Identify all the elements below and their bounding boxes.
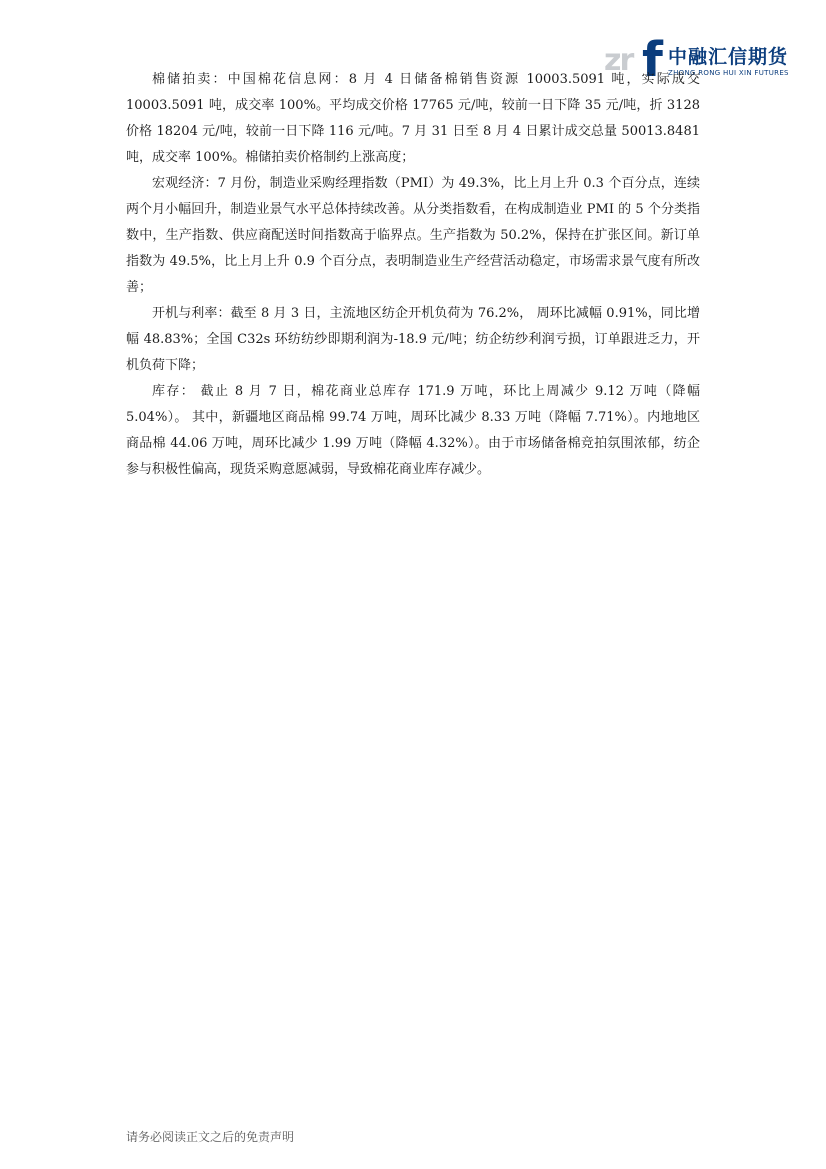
logo-company-name-en: ZHONG RONG HUI XIN FUTURES	[668, 69, 789, 77]
paragraph-inventory: 库存： 截止 8 月 7 日，棉花商业总库存 171.9 万吨，环比上周减少 9.12 万吨（降幅 5.04%）。 其中，新疆地区商品棉 99.74 万吨，周环比减少 8.33 万吨（降幅 7.71%）。内地地区商品棉 44.06 万吨，周环比减少 1.99 万吨（降幅 4.32%）。由于市场储备棉竞拍氛围浓郁，纺企参与积极性偏高，现货采购意愿减弱，导致棉花商业库存减少。	[126, 384, 700, 477]
logo-company-name: 中融汇信期货	[668, 46, 789, 68]
paragraph-cotton-auction: 棉储拍卖：中国棉花信息网：8 月 4 日储备棉销售资源 10003.5091 吨，实际成交 10003.5091 吨，成交率 100%。平均成交价格 17765 元/吨，较前一日下降 35 元/吨，折 3128 价格 18204 元/吨，较前一日下降 116 元/吨。7 月 31 日至 8 月 4 日累计成交总量 50013.8481 吨，成交率 100%。棉储拍卖价格制约上涨高度；	[126, 72, 700, 165]
logo-mark: zr	[604, 43, 633, 78]
report-body	[126, 67, 700, 483]
logo-f-icon: f	[642, 32, 663, 88]
paragraph-macro-economy: 宏观经济：7 月份，制造业采购经理指数（PMI）为 49.3%，比上月上升 0.3 个百分点，连续两个月小幅回升，制造业景气水平总体持续改善。从分类指数看，在构成制造业 PMI 的 5 个分类指数中，生产指数、供应商配送时间指数高于临界点。生产指数为 50.2%，保持在扩张区间。新订单指数为 49.5%，比上月上升 0.9 个百分点，表明制造业生产经营活动稳定，市场需求景气度有所改善；	[126, 176, 700, 295]
paragraph-operating-rate: 开机与利率：截至 8 月 3 日，主流地区纺企开机负荷为 76.2%， 周环比减幅 0.91%，同比增幅 48.83%；全国 C32s 环纺纺纱即期利润为-18.9 元/吨；纺企纺纱利润亏损，订单跟进乏力，开机负荷下降；	[126, 306, 700, 373]
footer-disclaimer: 请务必阅读正文之后的免责声明	[126, 1130, 295, 1144]
